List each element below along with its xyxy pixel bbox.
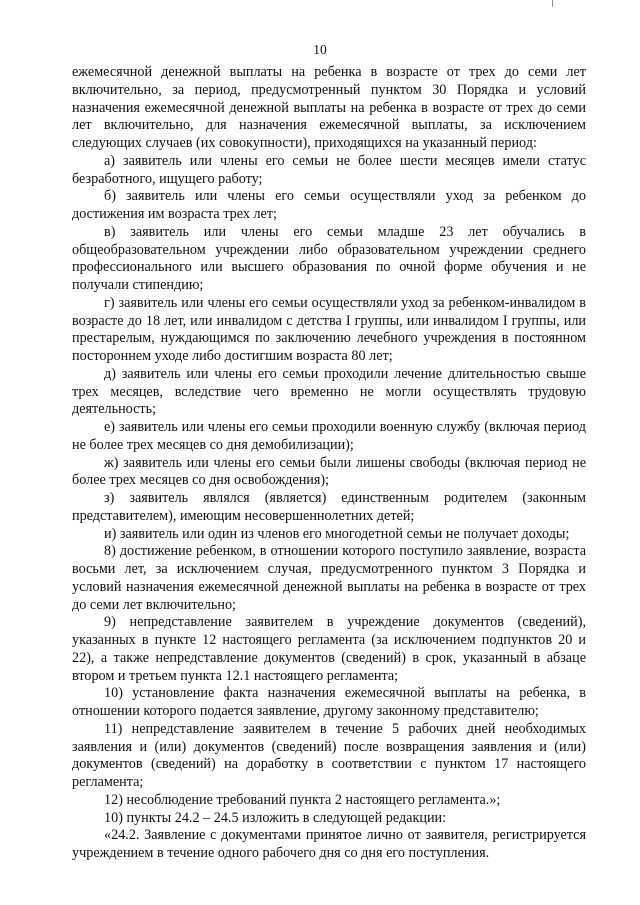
list-item-z: з) заявитель являлся (является) единственным родителем (законным представителем), имеющим несовершеннолетних детей; [72,490,586,524]
numbered-item-10: 10) установление факта назначения ежемесячной выплаты на ребенка, в отношении которого подается заявление, другому законному представителю; [72,685,586,719]
page-number: 10 [313,42,327,57]
scan-artifact-tick [552,0,553,7]
list-item-b: б) заявитель или члены его семьи осуществляли уход за ребенком до достижения им возраста трех лет; [72,188,586,222]
scan-artifact-mark [282,0,342,6]
paragraph-continuation: ежемесячной денежной выплаты на ребенка в возрасте от трех до семи лет включительно, за период, предусмотренный пунктом 30 Порядка и условий назначения ежемесячной денежной выплаты на ребенка в возрасте от трех до семи лет включительно, для назначения ежемесячной выплаты, за исключением следующих случаев (их совокупности), приходящихся на указанный период: [72,64,586,151]
list-item-e: е) заявитель или члены его семьи проходили военную службу (включая период не более трех месяцев со дня демобилизации); [72,419,586,453]
list-item-g: г) заявитель или члены его семьи осуществляли уход за ребенком-инвалидом в возрасте до 18 лет, или инвалидом с детства I группы, или инвалидом I группы, или престарелым, нуждающимся по заключению лечебного учреждения в постоянном постороннем уходе либо достигшим возраста 80 лет; [72,294,586,364]
numbered-item-9: 9) непредставление заявителем в учреждение документов (сведений), указанных в пункте 12 настоящего регламента (за исключением подпунктов 20 и 22), а также непредставление документов (сведений) в срок, указанный в абзаце втором и третьем пункта 12.1 настоящего регламента; [72,614,586,684]
numbered-item-12: 12) несоблюдение требований пункта 2 настоящего регламента.»; [104,791,501,808]
clause-24-2: «24.2. Заявление с документами принятое лично от заявителя, регистрируется учреждением в течение одного рабочего дня со дня его поступления. [72,827,586,861]
numbered-item-11: 11) непредставление заявителем в течение 5 рабочих дней необходимых заявления и (или) документов (сведений) после возвращения заявления и (или) документов (сведений) на доработку в соответствии с пунктом 17 настоящего регламента; [72,720,586,790]
document-body [72,64,586,863]
numbered-item-8: 8) достижение ребенком, в отношении которого поступило заявление, возраста восьми лет, за исключением случая, предусмотренного пунктом 3 Порядка и условий назначения ежемесячной денежной выплаты на ребенка в возрасте от трех до семи лет включительно; [72,543,586,613]
list-item-zh: ж) заявитель или члены его семьи были лишены свободы (включая период не более трех месяцев со дня освобождения); [72,454,586,489]
list-item-d: д) заявитель или члены его семьи проходили лечение длительностью свыше трех месяцев, вследствие чего временно не могли осуществлять трудовую деятельность; [72,365,586,418]
list-item-a: а) заявитель или члены его семьи не более шести месяцев имели статус безработного, ищущего работу; [72,152,586,187]
amendment-point-10: 10) пункты 24.2 – 24.5 изложить в следующей редакции: [104,809,447,826]
list-item-i: и) заявитель или один из членов его многодетной семьи не получает доходы; [104,525,570,542]
list-item-v: в) заявитель или члены его семьи младше 23 лет обучались в общеобразовательном учреждении либо образовательном учреждении среднего профессионального или высшего образования по очной форме обучения и не получали стипендию; [72,223,586,293]
